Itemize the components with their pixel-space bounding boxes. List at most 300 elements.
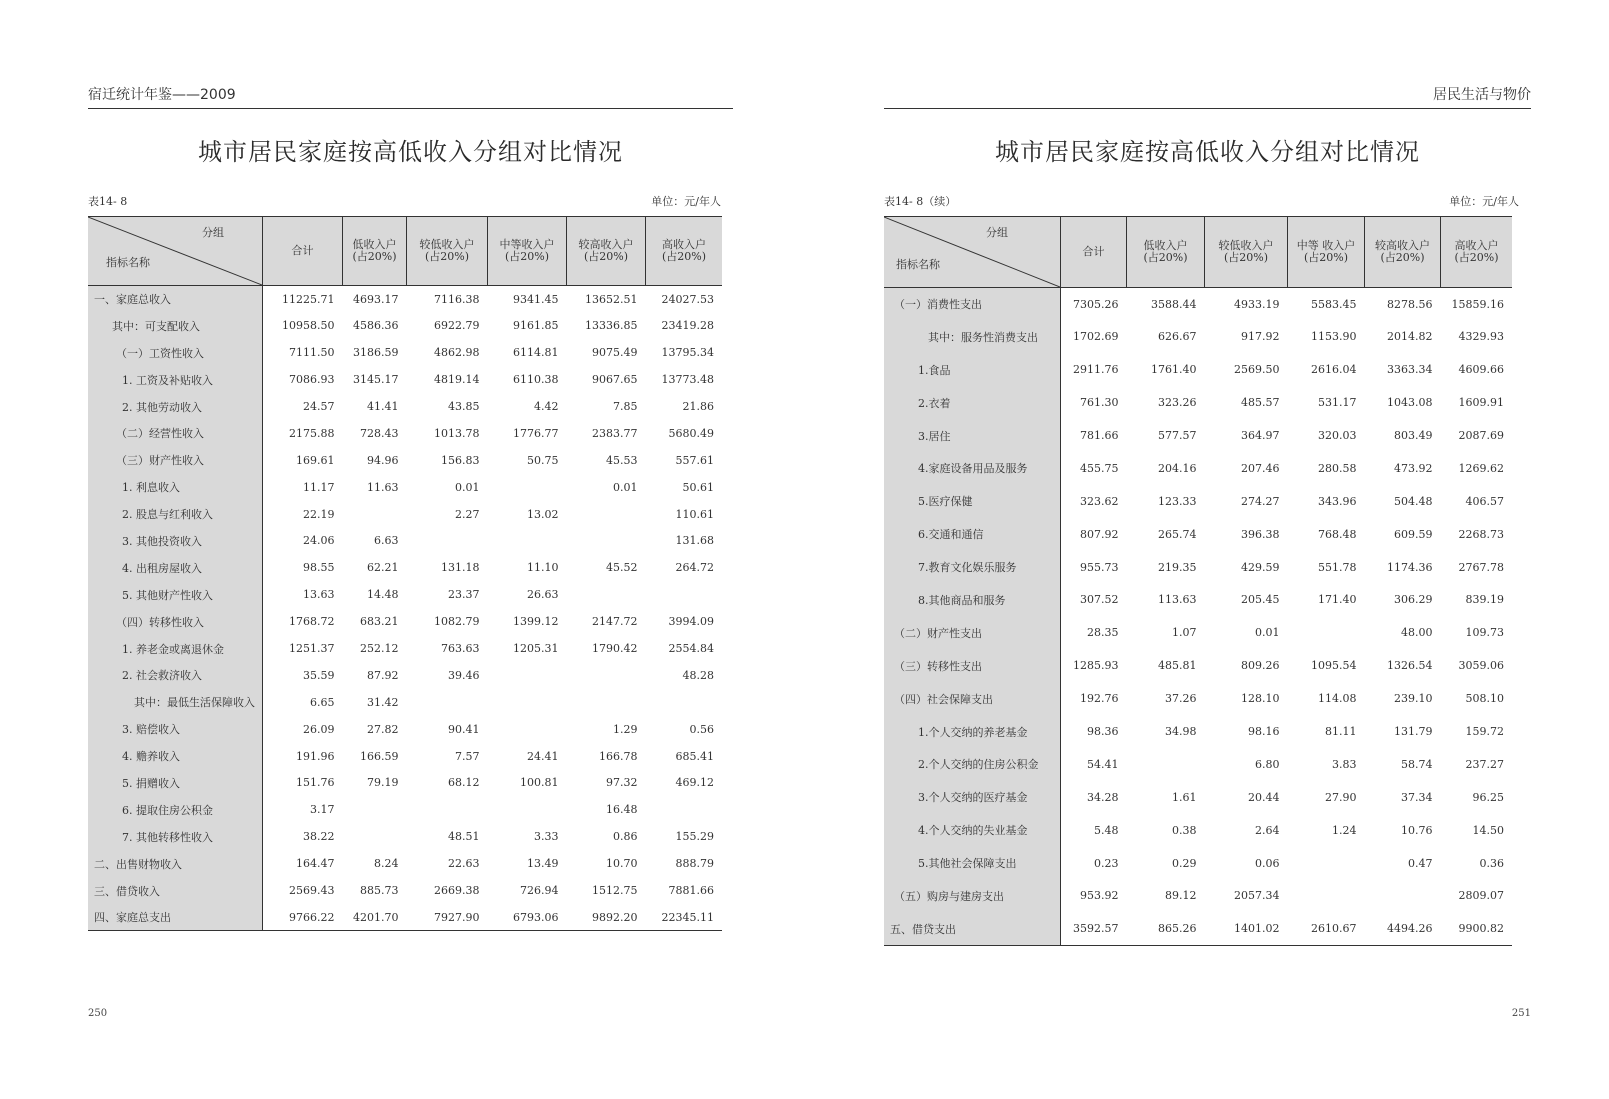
value-cell: 9892.20 [567, 904, 646, 931]
row-label: 5. 其他财产性收入 [88, 581, 263, 608]
value-cell: 14.48 [367, 588, 399, 602]
value-cell: 26.09 [303, 722, 335, 736]
value-cell: 16.48 [606, 803, 638, 817]
value-cell: 1768.72 [289, 615, 335, 629]
value-cell: 2669.38 [434, 884, 480, 898]
value-cell: 323.26 [1158, 396, 1197, 410]
row-label: （一）工资性收入 [88, 339, 263, 366]
value-cell: 8.24 [374, 857, 399, 871]
value-cell: 27.90 [1325, 790, 1357, 804]
unit-label: 单位：元/年人 [1449, 195, 1519, 208]
row-label: 2. 其他劳动收入 [88, 393, 263, 420]
value-cell: 164.47 [296, 857, 335, 871]
value-cell: 23419.28 [661, 319, 714, 333]
value-cell [567, 501, 646, 528]
row-label: 4. 出租房屋收入 [88, 554, 263, 581]
value-cell: 1609.91 [1458, 396, 1504, 410]
running-head: 居民生活与物价 [884, 84, 1531, 109]
value-cell: 761.30 [1080, 396, 1119, 410]
value-cell: 6110.38 [513, 373, 559, 387]
row-label: 一、家庭总收入 [88, 286, 263, 313]
value-cell [488, 662, 567, 689]
value-cell: 0.38 [1172, 823, 1197, 837]
value-cell: 110.61 [675, 507, 714, 521]
value-cell: 156.83 [441, 453, 480, 467]
value-cell: 1205.31 [513, 642, 559, 656]
table-row [884, 616, 1512, 649]
table-row [88, 850, 722, 877]
value-cell: 24027.53 [661, 292, 714, 306]
value-cell: 11.63 [367, 480, 399, 494]
value-cell [567, 689, 646, 716]
value-cell: 4.42 [534, 400, 559, 413]
row-label: （五）购房与建房支出 [884, 880, 1061, 913]
value-cell: 3145.17 [353, 373, 399, 387]
row-label: 5. 捐赠收入 [88, 770, 263, 797]
value-cell: 473.92 [1394, 461, 1433, 475]
table-row [88, 286, 722, 313]
value-cell: 1013.78 [434, 426, 480, 440]
value-cell [567, 581, 646, 608]
value-cell: 204.16 [1158, 461, 1197, 475]
value-cell: 2911.76 [1073, 363, 1119, 377]
row-label: （四）转移性收入 [88, 608, 263, 635]
column-header: 中等 收入户 (占20%) [1288, 217, 1365, 288]
value-cell [488, 716, 567, 743]
value-cell: 1153.90 [1311, 330, 1357, 344]
value-cell: 38.22 [303, 830, 335, 844]
value-cell: 39.46 [448, 668, 480, 682]
income-table [88, 216, 722, 931]
value-cell: 274.27 [1241, 494, 1280, 508]
value-cell: 809.26 [1241, 659, 1280, 673]
table-row [884, 847, 1512, 880]
corner-indicator-label: 指标名称 [106, 256, 150, 269]
value-cell: 114.08 [1318, 692, 1357, 706]
row-label: 6.交通和通信 [884, 518, 1061, 551]
row-label: 4.家庭设备用品及服务 [884, 452, 1061, 485]
row-label: 四、家庭总支出 [88, 904, 263, 931]
value-cell: 1.24 [1332, 823, 1357, 837]
value-cell: 94.96 [367, 453, 399, 467]
table-row [88, 339, 722, 366]
value-cell: 131.79 [1394, 725, 1433, 739]
value-cell: 2147.72 [592, 615, 638, 629]
value-cell: 264.72 [675, 561, 714, 575]
value-cell: 43.85 [448, 400, 480, 413]
table-row [884, 320, 1512, 353]
value-cell: 6114.81 [513, 346, 559, 360]
value-cell: 34.98 [1165, 725, 1197, 739]
value-cell: 13652.51 [585, 292, 638, 306]
value-cell: 839.19 [1465, 593, 1504, 607]
value-cell: 35.59 [303, 668, 335, 682]
column-header: 高收入户 (占20%) [646, 217, 723, 286]
value-cell: 1174.36 [1387, 560, 1433, 574]
value-cell: 171.40 [1318, 593, 1357, 607]
row-label: 7. 其他转移性收入 [88, 823, 263, 850]
value-cell: 13.63 [303, 588, 335, 602]
value-cell: 219.35 [1158, 560, 1197, 574]
value-cell [343, 501, 407, 528]
value-cell: 485.57 [1241, 396, 1280, 410]
column-header: 低收入户 (占20%) [343, 217, 407, 286]
value-cell: 2175.88 [289, 426, 335, 440]
table-row [88, 447, 722, 474]
column-header: 较高收入户 (占20%) [1365, 217, 1441, 288]
value-cell: 2569.50 [1234, 363, 1280, 377]
value-cell [407, 528, 488, 555]
value-cell: 5680.49 [668, 426, 714, 440]
value-cell: 13336.85 [585, 319, 638, 333]
value-cell [1288, 847, 1365, 880]
value-cell: 265.74 [1158, 527, 1197, 541]
value-cell: 3363.34 [1387, 363, 1433, 377]
table-row [884, 551, 1512, 584]
page-title: 城市居民家庭按高低收入分组对比情况 [995, 138, 1420, 166]
table-row [88, 554, 722, 581]
value-cell: 307.52 [1080, 593, 1119, 607]
value-cell: 252.12 [360, 642, 399, 656]
value-cell: 31.42 [367, 695, 399, 709]
value-cell: 155.29 [675, 830, 714, 844]
value-cell: 13.49 [527, 857, 559, 871]
value-cell: 2616.04 [1311, 363, 1357, 377]
value-cell: 81.11 [1325, 725, 1357, 739]
table-row [88, 635, 722, 662]
value-cell: 6.80 [1255, 757, 1280, 771]
corner-indicator-label: 指标名称 [896, 258, 940, 271]
table-row [884, 814, 1512, 847]
value-cell: 205.45 [1241, 593, 1280, 607]
value-cell: 24.41 [527, 749, 559, 763]
value-cell: 1401.02 [1205, 912, 1288, 945]
table-row [88, 716, 722, 743]
value-cell: 2087.69 [1458, 429, 1504, 442]
table-row [884, 649, 1512, 682]
value-cell: 577.57 [1158, 429, 1197, 442]
value-cell: 7927.90 [407, 904, 488, 931]
table-row [88, 393, 722, 420]
value-cell: 58.74 [1401, 757, 1433, 771]
value-cell: 917.92 [1241, 330, 1280, 344]
page-number: 251 [1511, 1008, 1531, 1019]
value-cell: 48.51 [448, 830, 480, 844]
value-cell: 28.35 [1087, 626, 1119, 640]
value-cell: 1399.12 [513, 615, 559, 629]
value-cell: 7111.50 [289, 346, 335, 360]
value-cell: 1326.54 [1387, 659, 1433, 673]
table-row [88, 662, 722, 689]
value-cell: 3186.59 [353, 346, 399, 360]
value-cell: 7086.93 [289, 373, 335, 387]
page-title: 城市居民家庭按高低收入分组对比情况 [198, 138, 623, 166]
value-cell: 3994.09 [668, 615, 714, 629]
value-cell: 763.63 [441, 642, 480, 656]
column-header: 合计 [263, 217, 343, 286]
value-cell [488, 528, 567, 555]
value-cell: 429.59 [1241, 560, 1280, 574]
table-row [884, 386, 1512, 419]
table-row [88, 796, 722, 823]
corner-header [88, 217, 263, 286]
table-row [88, 823, 722, 850]
left-page [88, 0, 733, 1099]
table-row [884, 715, 1512, 748]
value-cell: 6.65 [310, 695, 335, 709]
value-cell: 45.52 [606, 561, 638, 575]
value-cell: 4329.93 [1458, 330, 1504, 344]
value-cell: 1.29 [613, 722, 638, 736]
value-cell: 9067.65 [592, 373, 638, 387]
value-cell: 1761.40 [1151, 363, 1197, 377]
value-cell: 768.48 [1318, 527, 1357, 541]
row-label: 3.居住 [884, 419, 1061, 452]
page-number: 250 [88, 1008, 108, 1019]
value-cell: 2383.77 [592, 426, 638, 440]
row-label: 4. 赡养收入 [88, 743, 263, 770]
row-label: 2.个人交纳的住房公积金 [884, 748, 1061, 781]
value-cell [343, 823, 407, 850]
value-cell: 22.19 [303, 507, 335, 521]
value-cell: 3.83 [1332, 757, 1357, 771]
value-cell: 9766.22 [263, 904, 343, 931]
value-cell [646, 581, 723, 608]
value-cell: 626.67 [1158, 330, 1197, 344]
column-header: 合计 [1061, 217, 1127, 288]
value-cell: 20.44 [1248, 790, 1280, 804]
value-cell: 27.82 [367, 722, 399, 736]
column-header: 较高收入户 (占20%) [567, 217, 646, 286]
value-cell [646, 689, 723, 716]
table-row [884, 518, 1512, 551]
value-cell [343, 796, 407, 823]
value-cell: 191.96 [296, 749, 335, 763]
value-cell: 97.32 [606, 776, 638, 790]
value-cell: 22345.11 [646, 904, 723, 931]
value-cell: 6.63 [374, 534, 399, 548]
value-cell: 683.21 [360, 615, 399, 629]
value-cell: 0.01 [613, 480, 638, 494]
value-cell [488, 796, 567, 823]
value-cell: 113.63 [1158, 593, 1197, 607]
value-cell: 0.23 [1094, 856, 1119, 870]
value-cell: 50.61 [682, 480, 714, 494]
table-row [88, 689, 722, 716]
table-row [88, 501, 722, 528]
value-cell: 11.10 [527, 561, 559, 575]
value-cell: 803.49 [1394, 429, 1433, 442]
value-cell: 24.06 [303, 534, 335, 548]
value-cell: 2057.34 [1234, 889, 1280, 903]
row-label: 三、借贷收入 [88, 877, 263, 904]
table-row [88, 581, 722, 608]
value-cell: 166.59 [360, 749, 399, 763]
value-cell: 2014.82 [1387, 330, 1433, 344]
value-cell: 2.27 [455, 507, 480, 521]
value-cell: 1251.37 [289, 642, 335, 656]
value-cell: 4819.14 [434, 373, 480, 387]
row-label: 1. 工资及补贴收入 [88, 366, 263, 393]
value-cell: 10.70 [606, 857, 638, 871]
value-cell: 508.10 [1465, 692, 1504, 706]
running-head: 宿迁统计年鉴——2009 [88, 84, 733, 109]
value-cell: 2569.43 [289, 884, 335, 898]
value-cell: 885.73 [360, 884, 399, 898]
value-cell: 2554.84 [668, 642, 714, 656]
value-cell [488, 474, 567, 501]
value-cell: 1285.93 [1073, 659, 1119, 673]
row-label: 2. 社会救济收入 [88, 662, 263, 689]
value-cell: 1043.08 [1387, 396, 1433, 410]
value-cell: 169.61 [296, 453, 335, 467]
table-number: 表14- 8（续） [884, 195, 957, 208]
table-row [884, 288, 1512, 321]
value-cell: 955.73 [1080, 560, 1119, 574]
table-row [884, 781, 1512, 814]
value-cell: 728.43 [360, 426, 399, 440]
table-row [884, 912, 1512, 945]
value-cell [1288, 880, 1365, 913]
table-row [88, 743, 722, 770]
value-cell: 4693.17 [353, 292, 399, 306]
value-cell: 3592.57 [1061, 912, 1127, 945]
value-cell: 396.38 [1241, 527, 1280, 541]
header-row [884, 217, 1512, 288]
value-cell: 13.02 [527, 507, 559, 521]
value-cell: 100.81 [520, 776, 559, 790]
value-cell: 865.26 [1127, 912, 1205, 945]
value-cell: 888.79 [675, 857, 714, 871]
row-label: （一）消费性支出 [884, 288, 1061, 321]
value-cell: 726.94 [520, 884, 559, 898]
table-row [884, 880, 1512, 913]
value-cell: 781.66 [1080, 429, 1119, 442]
value-cell: 2767.78 [1458, 560, 1504, 574]
value-cell: 68.12 [448, 776, 480, 790]
value-cell: 15859.16 [1451, 297, 1504, 311]
value-cell: 14.50 [1472, 823, 1504, 837]
value-cell: 131.18 [441, 561, 480, 575]
value-cell: 609.59 [1394, 527, 1433, 541]
value-cell: 239.10 [1394, 692, 1433, 706]
value-cell [488, 689, 567, 716]
unit-label: 单位：元/年人 [651, 195, 721, 208]
row-label: 6. 提取住房公积金 [88, 796, 263, 823]
value-cell: 0.86 [613, 830, 638, 844]
value-cell: 3588.44 [1151, 297, 1197, 311]
value-cell: 13795.34 [661, 346, 714, 360]
value-cell: 4586.36 [353, 319, 399, 333]
value-cell: 1.61 [1172, 790, 1197, 804]
value-cell: 1269.62 [1458, 461, 1504, 475]
value-cell: 9341.45 [513, 292, 559, 306]
value-cell [567, 528, 646, 555]
value-cell: 2268.73 [1458, 527, 1504, 541]
column-header: 较低收入户 (占20%) [407, 217, 488, 286]
column-header: 高收入户 (占20%) [1441, 217, 1513, 288]
value-cell: 9075.49 [592, 346, 638, 360]
table-row [88, 366, 722, 393]
value-cell: 207.46 [1241, 461, 1280, 475]
value-cell: 24.57 [303, 400, 335, 413]
table-number: 表14- 8 [88, 195, 128, 208]
value-cell: 22.63 [448, 857, 480, 871]
value-cell: 131.68 [675, 534, 714, 548]
row-label: 1. 利息收入 [88, 474, 263, 501]
value-cell: 123.33 [1158, 494, 1197, 508]
value-cell: 0.36 [1479, 856, 1504, 870]
expenditure-table [884, 216, 1512, 946]
value-cell: 98.55 [303, 561, 335, 575]
value-cell: 45.53 [606, 453, 638, 467]
row-label: 5.医疗保健 [884, 485, 1061, 518]
row-label: 5.其他社会保障支出 [884, 847, 1061, 880]
value-cell: 7305.26 [1073, 297, 1119, 311]
value-cell: 90.41 [448, 722, 480, 736]
value-cell: 323.62 [1080, 494, 1119, 508]
row-label: 五、借贷支出 [884, 912, 1061, 945]
row-label: 其中：最低生活保障收入 [88, 689, 263, 716]
table-row [88, 877, 722, 904]
row-label: （二）财产性支出 [884, 616, 1061, 649]
value-cell: 406.57 [1465, 494, 1504, 508]
row-label: 其中：可支配收入 [88, 312, 263, 339]
value-cell: 1790.42 [592, 642, 638, 656]
value-cell [1288, 616, 1365, 649]
value-cell: 7881.66 [668, 884, 714, 898]
value-cell [1127, 748, 1205, 781]
value-cell: 953.92 [1080, 889, 1119, 903]
value-cell: 4933.19 [1234, 297, 1280, 311]
value-cell: 166.78 [599, 749, 638, 763]
diagonal-divider [88, 217, 262, 285]
value-cell: 48.00 [1401, 626, 1433, 640]
value-cell: 13773.48 [661, 373, 714, 387]
row-label: 4.个人交纳的失业基金 [884, 814, 1061, 847]
value-cell: 6793.06 [488, 904, 567, 931]
value-cell: 23.37 [448, 588, 480, 602]
value-cell: 151.76 [296, 776, 335, 790]
table-row [88, 420, 722, 447]
value-cell: 4609.66 [1458, 363, 1504, 377]
value-cell: 455.75 [1080, 461, 1119, 475]
value-cell: 364.97 [1241, 429, 1280, 442]
value-cell: 98.16 [1248, 725, 1280, 739]
value-cell: 4494.26 [1365, 912, 1441, 945]
value-cell: 37.26 [1165, 692, 1197, 706]
value-cell [407, 796, 488, 823]
row-label: 1.个人交纳的养老基金 [884, 715, 1061, 748]
value-cell: 3.17 [310, 803, 335, 817]
value-cell: 1702.69 [1073, 330, 1119, 344]
row-label: 二、出售财物收入 [88, 850, 263, 877]
row-label: 3. 赔偿收入 [88, 716, 263, 743]
right-page [884, 0, 1531, 1099]
value-cell: 192.76 [1080, 692, 1119, 706]
value-cell: 10958.50 [282, 319, 335, 333]
value-cell: 6922.79 [434, 319, 480, 333]
value-cell: 1082.79 [434, 615, 480, 629]
column-header: 较低收入户 (占20%) [1205, 217, 1288, 288]
value-cell: 41.41 [367, 400, 399, 413]
row-label: 1.食品 [884, 353, 1061, 386]
table-row [884, 485, 1512, 518]
table-row [88, 528, 722, 555]
value-cell: 128.10 [1241, 692, 1280, 706]
value-cell: 504.48 [1394, 494, 1433, 508]
table-row [884, 748, 1512, 781]
